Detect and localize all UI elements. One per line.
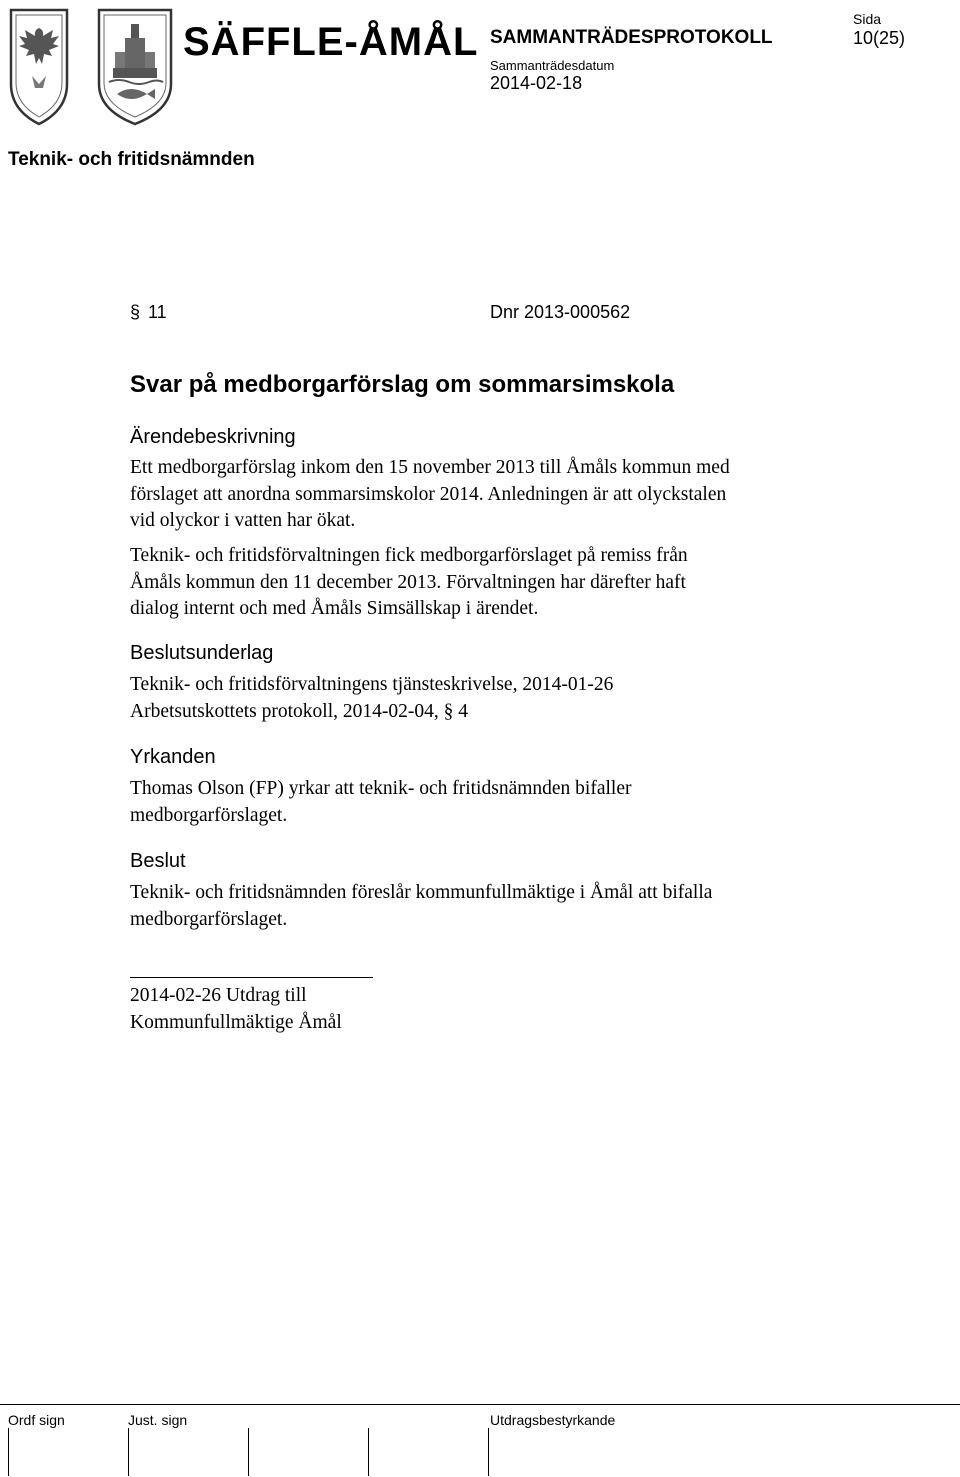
heading-yrkanden: Yrkanden <box>130 746 216 768</box>
adjuster-signature-label: Just. sign <box>128 1412 188 1428</box>
text-line: Åmåls kommun den 11 december 2013. Förvaltningen har därefter haft <box>130 571 686 593</box>
page-title: Svar på medborgarförslag om sommarsimskola <box>130 371 675 398</box>
text-line: dialog internt och med Åmåls Simsällskap i ärendet. <box>130 598 539 619</box>
municipality-logo-text: SÄFFLE-ÅMÅL <box>183 20 479 64</box>
text-line: vid olyckor i vatten har ökat. <box>130 510 356 531</box>
footer-divider <box>0 1404 960 1405</box>
signature-field-divider <box>128 1428 129 1476</box>
section-number: 11 <box>148 302 167 322</box>
extract-certification-label: Utdragsbestyrkande <box>490 1412 616 1428</box>
heading-beslutsunderlag: Beslutsunderlag <box>130 642 274 664</box>
diary-number: Dnr 2013-000562 <box>490 302 631 322</box>
meeting-date-label: Sammanträdesdatum <box>490 58 615 73</box>
text-line: 2014-02-26 Utdrag till <box>130 985 307 1006</box>
paragraph-arendebeskrivning-1 <box>130 455 730 535</box>
text-line: Teknik- och fritidsförvaltningens tjänsteskrivelse, 2014-01-26 <box>130 674 614 695</box>
heading-beslut: Beslut <box>130 850 186 872</box>
text-line: Teknik- och fritidsförvaltningen fick medborgarförslaget på remiss från <box>130 545 688 566</box>
text-line: Teknik- och fritidsnämnden föreslår kommunfullmäktige i Åmål att bifalla <box>130 882 713 903</box>
amal-coat-of-arms-icon <box>95 6 175 126</box>
page-number: 10(25) <box>853 28 906 48</box>
text-line: Kommunfullmäktige Åmål <box>130 1011 342 1033</box>
signature-field-divider <box>8 1428 9 1476</box>
heading-arendebeskrivning: Ärendebeskrivning <box>130 426 296 448</box>
signature-field-divider <box>488 1428 489 1476</box>
saffle-coat-of-arms-icon <box>8 6 70 126</box>
paragraph-beslut <box>130 880 712 933</box>
divider <box>130 977 373 978</box>
paragraph-yrkanden <box>130 776 631 829</box>
paragraph-arendebeskrivning-2 <box>130 543 688 623</box>
signature-field-divider <box>368 1428 369 1476</box>
extract-note <box>130 983 342 1036</box>
committee-name: Teknik- och fritidsnämnden <box>8 149 255 170</box>
text-line: medborgarförslaget. <box>130 804 288 826</box>
text-line: medborgarförslaget. <box>130 908 288 930</box>
paragraph-sign: § <box>130 302 141 322</box>
page-label: Sida <box>853 11 882 27</box>
section-header <box>130 302 631 323</box>
signature-field-divider <box>248 1428 249 1476</box>
chair-signature-label: Ordf sign <box>8 1412 65 1428</box>
text-line: Thomas Olson (FP) yrkar att teknik- och fritidsnämnden bifaller <box>130 778 632 799</box>
paragraph-beslutsunderlag <box>130 672 613 725</box>
text-line: Arbetsutskottets protokoll, 2014-02-04, § 4 <box>130 700 468 722</box>
text-line: Ett medborgarförslag inkom den 15 november 2013 till Åmåls kommun med <box>130 457 730 478</box>
text-line: förslaget att anordna sommarsimskolor 2014. Anledningen är att olyckstalen <box>130 483 727 505</box>
meeting-date-value: 2014-02-18 <box>490 73 583 93</box>
document-title: SAMMANTRÄDESPROTOKOLL <box>490 27 773 48</box>
